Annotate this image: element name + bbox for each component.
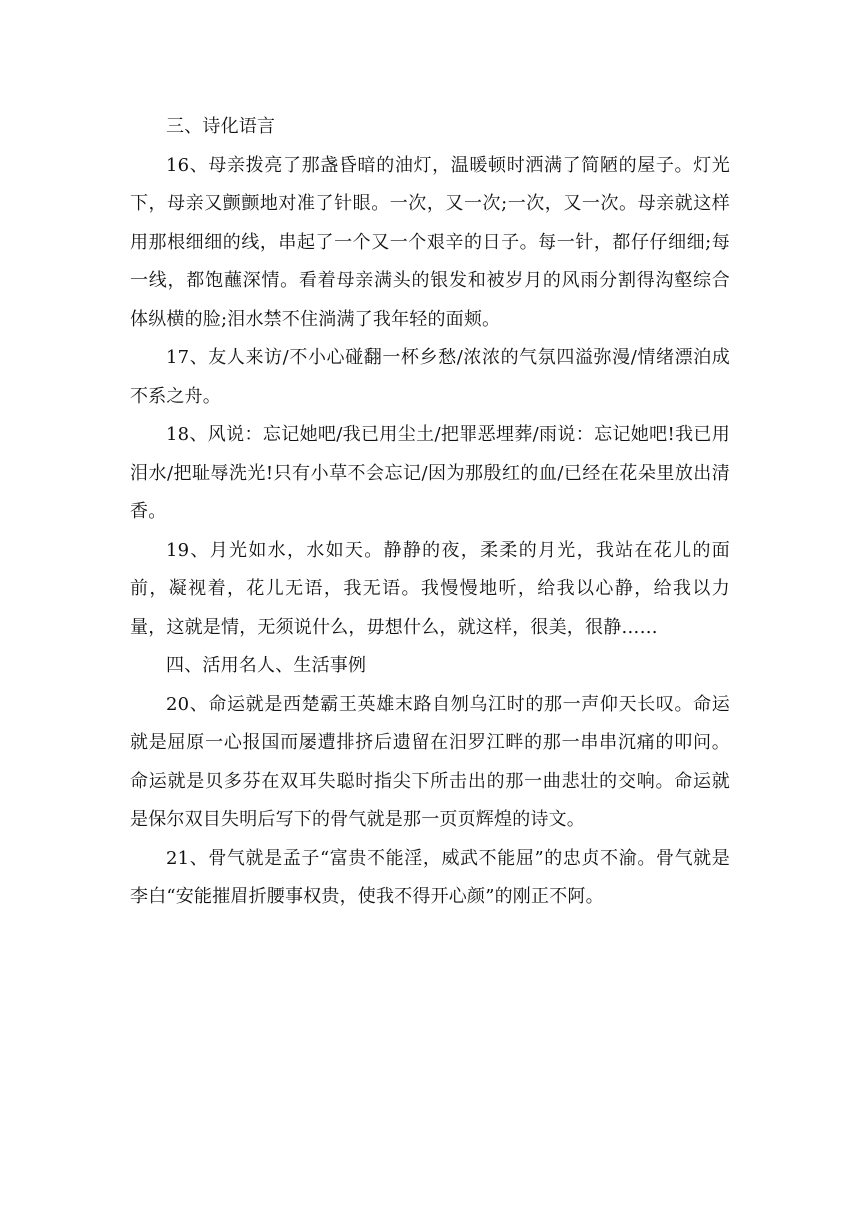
paragraph-19: 19、月光如水，水如天。静静的夜，柔柔的月光，我站在花儿的面前，凝视着，花儿无语，我无语。我慢慢地听，给我以心静，给我以力量，这就是情，无须说什么，毋想什么，就这样，很美，很静…… bbox=[130, 539, 730, 638]
paragraph-20: 20、命运就是西楚霸王英雄末路自刎乌江时的那一声仰天长叹。命运就是屈原一心报国而屡遭排挤后遗留在汨罗江畔的那一串串沉痛的叩问。命运就是贝多芬在双耳失聪时指尖下所击出的那一曲悲壮的交响。命运就是保尔双目失明后写下的骨气就是那一页页辉煌的诗文。 bbox=[130, 693, 730, 830]
paragraph-18: 18、风说：忘记她吧/我已用尘土/把罪恶埋葬/雨说：忘记她吧!我已用泪水/把耻辱洗光!只有小草不会忘记/因为那殷红的血/已经在花朵里放出清香。 bbox=[130, 424, 730, 522]
paragraph-21: 21、骨气就是孟子“富贵不能淫，威武不能屈”的忠贞不渝。骨气就是李白“安能摧眉折腰事权贵，使我不得开心颜”的刚正不阿。 bbox=[130, 847, 730, 907]
document-body bbox=[130, 108, 730, 917]
section-heading-poetic-language: 三、诗化语言 bbox=[166, 116, 276, 137]
paragraph-16: 16、母亲拨亮了那盏昏暗的油灯，温暖顿时洒满了简陋的屋子。灯光下，母亲又颤颤地对准了针眼。一次，又一次;一次，又一次。母亲就这样用那根细细的线，串起了一个又一个艰辛的日子。每一针，都仔仔细细;每一线，都饱蘸深情。看着母亲满头的银发和被岁月的风雨分割得沟壑综合体纵横的脸;泪水禁不住淌满了我年轻的面颊。 bbox=[130, 154, 730, 330]
section-heading-examples: 四、活用名人、生活事例 bbox=[166, 655, 367, 676]
paragraph-17: 17、友人来访/不小心碰翻一杯乡愁/浓浓的气氛四溢弥漫/情绪漂泊成不系之舟。 bbox=[130, 347, 730, 407]
